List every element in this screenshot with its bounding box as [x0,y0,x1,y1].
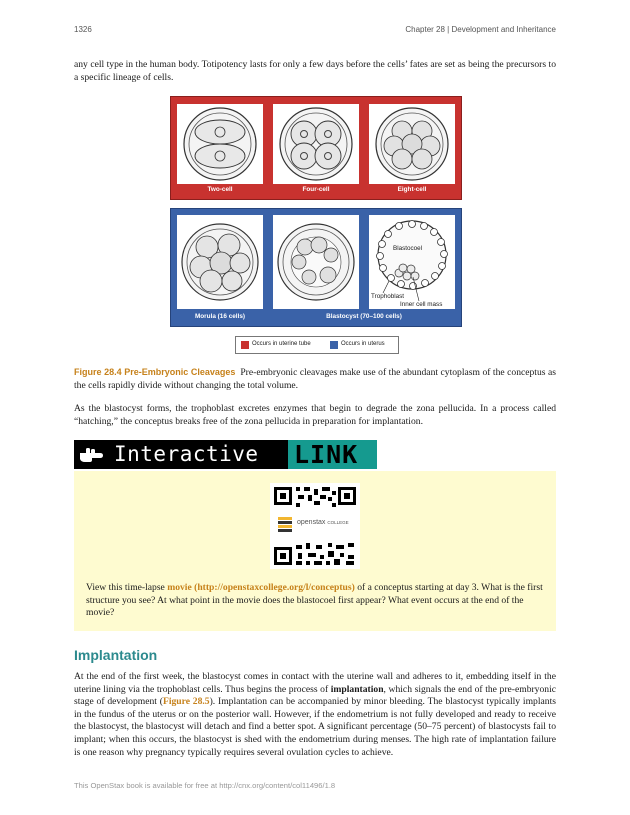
interactive-text-before: View this time-lapse [86,582,168,593]
four-cell-image [273,104,359,184]
intro-paragraph: any cell type in the human body. Totipotency lasts for only a few days before the cells’ fates are set as being the precursors to a specific lineage of cells. [74,59,556,83]
eight-cell-label: Eight-cell [397,186,427,193]
eight-cell-image [369,104,455,184]
uterine-tube-panel [170,96,462,200]
caption-label: Figure 28.4 Pre-Embryonic Cleavages [74,367,236,377]
inner-cell-mass-label: Inner cell mass [400,301,443,308]
footer-note: This OpenStax book is available for free at http://cnx.org/content/col11496/1.8 [74,781,336,790]
interactive-word: Interactive [114,442,259,466]
page-number: 1326 [74,25,92,34]
implantation-paragraph [74,671,556,759]
implantation-term: implantation [330,683,384,695]
interactive-text-after: of a conceptus starting at day 3. What is the first structure you see? At what point in the movie does the blastocoel first appear? What event occurs at the end of the movie? [86,582,543,619]
uterus-panel [170,208,462,327]
morula-image [177,215,263,309]
uterine-tube-swatch [241,341,249,349]
blastocyst-paragraph: As the blastocyst forms, the trophoblast excretes enzymes that begin to degrade the zona pellucida. In a process called “hatching,” the conceptus breaks free of the zona pellucida in preparation for implantation. [74,403,556,427]
interactive-link-text [86,582,548,620]
figure-28-5-link[interactable]: Figure 28.5 [162,696,210,708]
interactive-banner-black [74,440,288,469]
qr-brand: openstax COLLEGE [297,519,349,526]
blastocoel-label: Blastocoel [393,245,423,252]
morula-label: Morula (16 cells) [194,313,246,320]
two-cell-label: Two-cell [207,186,233,193]
caption-text: Pre-embryonic cleavages make use of the abundant cytoplasm of the conceptus as the cells rapidly divide without changing the total volume. [74,367,556,391]
two-cell-image [177,104,263,184]
interactive-banner-teal [288,440,377,469]
blastocyst-image [369,215,455,309]
implant-text-2: , which signals the end of the pre-embryonic stage of development ( [74,683,556,708]
uterus-legend: Occurs in uterus [341,341,385,347]
figure-legend [235,336,399,354]
four-cell-label: Four-cell [302,186,330,193]
figure-caption [74,366,556,392]
conceptus-movie-link[interactable]: movie (http://openstaxcollege.org/l/conceptus) [167,582,355,593]
qr-code[interactable] [270,483,360,569]
pointing-hand-icon [78,445,110,465]
blastocyst-early-image [273,215,359,309]
implant-text-3: ). Implantation can be accompanied by minor bleeding. The blastocyst typically implants in the fundus of the uterus or on the posterior wall. However, if the endometrium is not fully developed and ready to receive the blastocyst, the blastocyst will detach and find a better spot. A significant percentage (50–75 percent) of blastocysts fail to implant; when this occurs, the blastocyst is shed with the endometrium during menses. The high rate of implantation failure is one reason why pregnancy typically requires several ovulation cycles to achieve. [74,696,556,758]
interactive-link-banner [74,440,377,469]
interactive-link-box [74,471,556,631]
trophoblast-label: Trophoblast [371,293,405,300]
section-title: Implantation [74,647,158,663]
link-word: LINK [294,440,359,469]
uterine-tube-legend: Occurs in uterine tube [252,341,311,347]
implant-text-1: At the end of the first week, the blastocyst comes in contact with the uterine wall and adheres to it, embedding itself in the uterine lining via the trophoblast cells. Thus begins the process of [74,671,556,695]
uterus-swatch [330,341,338,349]
blastocyst-label: Blastocyst (70–100 cells) [326,313,402,320]
chapter-header: Chapter 28 | Development and Inheritance [405,25,556,34]
